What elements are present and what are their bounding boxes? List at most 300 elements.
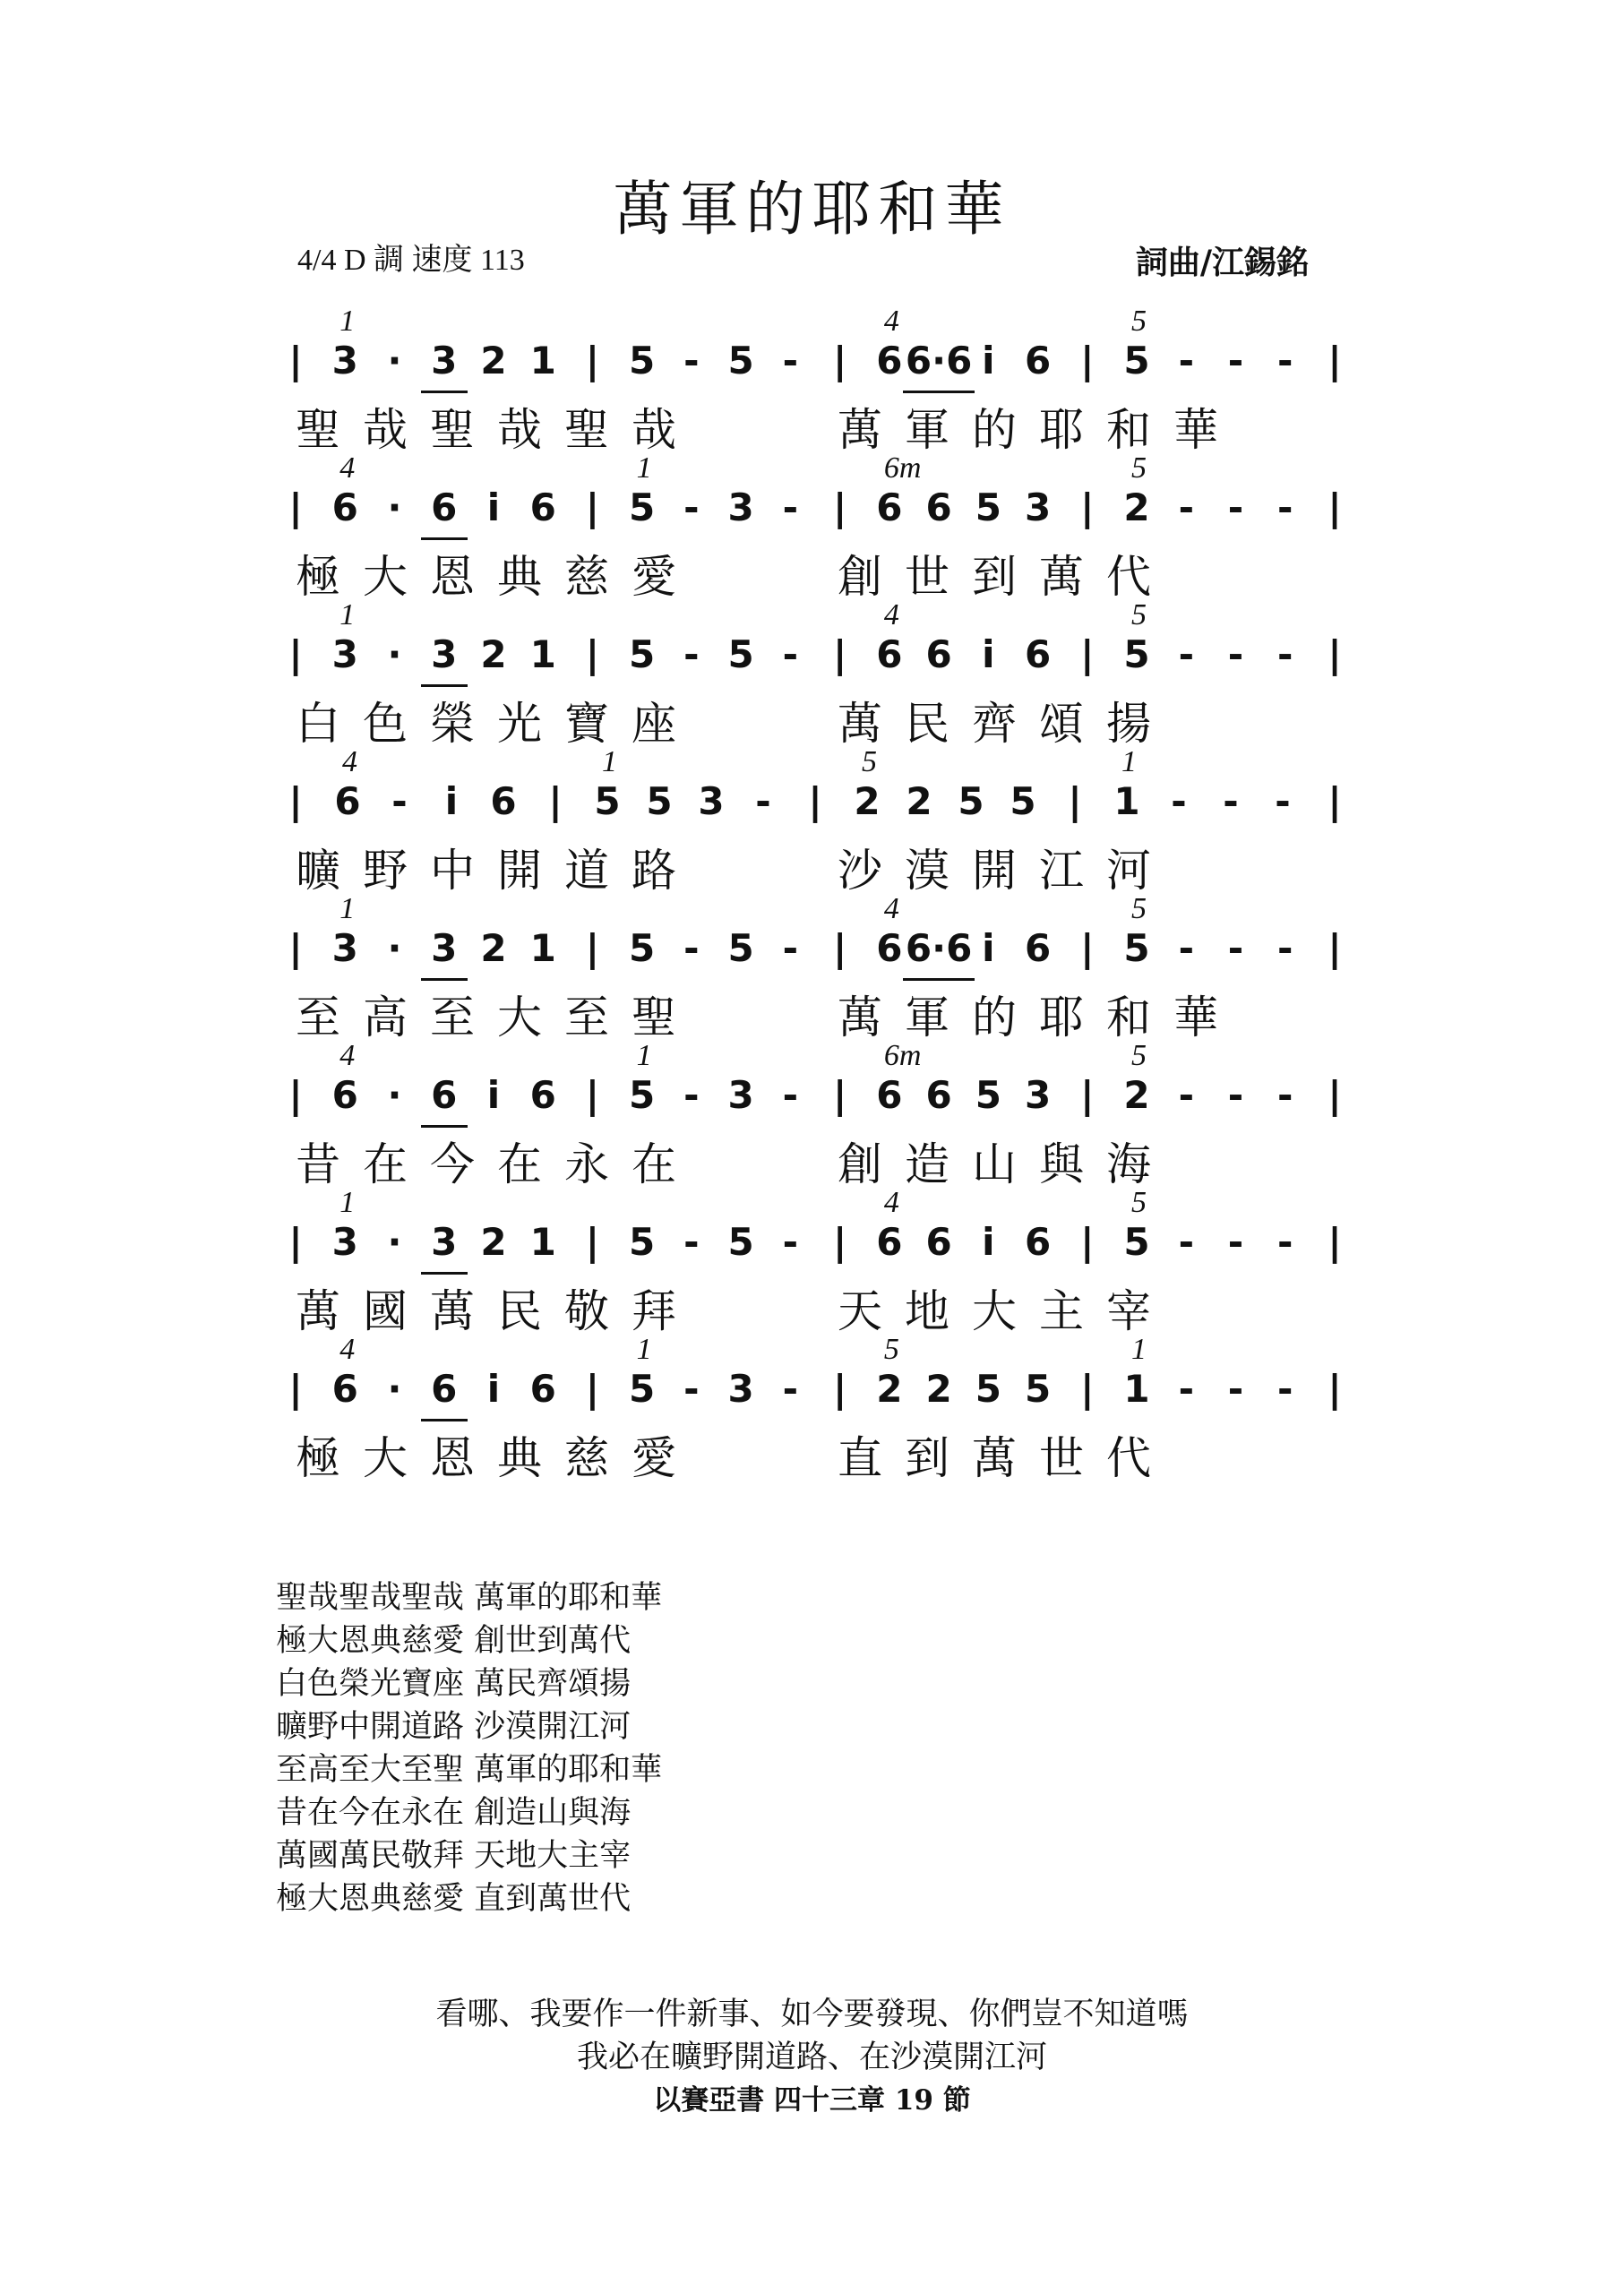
lyric-character: 中 (430, 845, 475, 897)
barline: | (832, 1073, 847, 1117)
lyric-character: 極 (296, 551, 340, 603)
chord-symbol: 1 (339, 598, 356, 631)
chord-row (287, 451, 1344, 487)
note: 5 (646, 779, 673, 823)
lyric-row (287, 1275, 1344, 1337)
note: · (387, 485, 402, 529)
chord-symbol: 4 (339, 1333, 356, 1366)
chord-row (287, 1186, 1344, 1222)
lyric-character: 在 (632, 1138, 676, 1190)
score-line (287, 451, 1344, 603)
chord-symbol: 1 (636, 1333, 652, 1366)
barline: | (585, 485, 600, 529)
dash: - (1171, 779, 1187, 823)
barline: | (585, 1073, 600, 1117)
lyric-character: 慈 (564, 551, 609, 603)
lyric-character: 愛 (632, 1432, 676, 1484)
dash: - (1178, 632, 1194, 676)
lyric-character: 昔 (296, 1138, 340, 1190)
chord-symbol: 5 (1131, 451, 1147, 485)
note: · (387, 926, 402, 970)
poem-line: 聖哉聖哉聖哉 萬軍的耶和華 (276, 1580, 663, 1616)
lyric-character: 山 (972, 1138, 1017, 1190)
note: i (486, 1073, 501, 1117)
dash: - (1275, 779, 1291, 823)
note: 1 (529, 339, 556, 382)
note: 2 (1123, 1073, 1150, 1117)
barline: | (585, 926, 600, 970)
poem-line: 曠野中開道路 沙漠開江河 (276, 1709, 632, 1745)
note: 5 (1123, 632, 1150, 676)
note-row (287, 1220, 1344, 1274)
dash: - (1227, 339, 1244, 382)
lyric-character: 聖 (564, 404, 609, 456)
note: 6 (925, 632, 952, 676)
dash: - (782, 926, 799, 970)
note: 3 (1024, 1073, 1052, 1117)
note: 2 (876, 1367, 903, 1411)
lyric-character: 代 (1106, 551, 1151, 603)
lyric-character: 與 (1039, 1138, 1084, 1190)
lyric-character: 軍 (905, 404, 949, 456)
lyric-row (287, 982, 1344, 1043)
note: 6 (1024, 339, 1052, 382)
note: 3 (698, 779, 725, 823)
lyric-character: 極 (296, 1432, 340, 1484)
note: 5 (727, 339, 754, 382)
lyric-row (287, 394, 1344, 456)
dash: - (1277, 339, 1293, 382)
lyric-character: 主 (1039, 1285, 1084, 1337)
lyric-character: 直 (838, 1432, 882, 1484)
dash: - (1277, 485, 1293, 529)
chord-symbol: 6m (883, 1039, 922, 1072)
dash: - (1178, 926, 1194, 970)
note: 3 (431, 1220, 458, 1264)
note: i (982, 632, 995, 676)
dash: - (683, 632, 700, 676)
note: 1 (529, 926, 556, 970)
barline: | (1080, 485, 1095, 529)
note: 6 (431, 1367, 458, 1411)
note: 5 (629, 1367, 656, 1411)
lyric-character: 高 (363, 992, 408, 1043)
lyric-row (287, 1422, 1344, 1484)
note: 5 (629, 485, 656, 529)
lyric-character: 民 (497, 1285, 542, 1337)
chord-symbol: 5 (1131, 1039, 1147, 1072)
lyric-character: 萬 (296, 1285, 340, 1337)
lyric-character: 到 (905, 1432, 949, 1484)
lyric-character: 代 (1106, 1432, 1151, 1484)
barline: | (1328, 1367, 1342, 1411)
note: i (444, 779, 459, 823)
lyric-character: 在 (497, 1138, 542, 1190)
note: 6 (1024, 632, 1052, 676)
lyric-character: 的 (972, 992, 1017, 1043)
chord-symbol: 1 (1131, 1333, 1147, 1366)
score-line (287, 745, 1344, 897)
lyric-character: 今 (430, 1138, 475, 1190)
dash: - (1277, 1220, 1293, 1264)
dash: - (683, 1220, 700, 1264)
barline: | (288, 485, 303, 529)
lyric-character: 大 (497, 992, 542, 1043)
chord-row (287, 892, 1344, 928)
lyric-character: 曠 (296, 845, 340, 897)
poem-line: 至高至大至聖 萬軍的耶和華 (276, 1752, 663, 1788)
note: 3 (727, 1073, 754, 1117)
chord-symbol: 4 (883, 892, 899, 925)
note: 6 (334, 779, 361, 823)
verse-line: 看哪、我要作一件新事、如今要發現、你們豈不知道嗎 (435, 1997, 1189, 2032)
note: 3 (727, 485, 754, 529)
lyric-character: 江 (1039, 845, 1084, 897)
chord-symbol: 1 (339, 892, 356, 925)
lyric-row (287, 835, 1344, 897)
lyric-character: 開 (972, 845, 1017, 897)
barline: | (1328, 485, 1342, 529)
barline: | (1080, 1367, 1095, 1411)
note: 3 (1024, 485, 1052, 529)
note: 5 (594, 779, 621, 823)
note: i (982, 339, 995, 382)
note: 6 (490, 779, 517, 823)
dash: - (1277, 1073, 1293, 1117)
lyric-character: 揚 (1106, 698, 1151, 750)
beam-underline (903, 391, 975, 393)
note: 3 (431, 926, 458, 970)
note: 1 (1113, 779, 1140, 823)
dash: - (1223, 779, 1239, 823)
chord-symbol: 4 (342, 745, 357, 778)
note-row (287, 339, 1344, 392)
barline: | (1328, 926, 1342, 970)
lyric-character: 造 (905, 1138, 949, 1190)
chord-row (287, 598, 1344, 634)
dash: - (782, 1367, 799, 1411)
note: 3 (331, 339, 358, 382)
dash: - (1178, 339, 1194, 382)
note: · (387, 632, 402, 676)
lyric-character: 創 (838, 551, 882, 603)
dash: - (1178, 485, 1194, 529)
note: · (387, 339, 402, 382)
note: 6 (431, 1073, 458, 1117)
lyric-character: 天 (838, 1285, 882, 1337)
note: 5 (975, 485, 1001, 529)
barline: | (585, 632, 600, 676)
beam-underline (421, 684, 468, 687)
note: 5 (1123, 926, 1150, 970)
barline: | (832, 632, 847, 676)
lyric-character: 世 (1039, 1432, 1084, 1484)
verse-reference: 以賽亞書 四十三章 19 節 (653, 2084, 971, 2117)
lyric-character: 地 (905, 1285, 949, 1337)
note: 3 (331, 632, 358, 676)
poem-line: 白色榮光寶座 萬民齊頌揚 (276, 1666, 632, 1702)
beam-underline (903, 978, 975, 981)
poem-line: 昔在今在永在 創造山與海 (276, 1795, 632, 1831)
lyric-character: 野 (363, 845, 408, 897)
dash: - (1227, 1220, 1244, 1264)
barline: | (288, 1367, 303, 1411)
dash: - (782, 339, 799, 382)
beam-underline (421, 537, 468, 540)
song-title: 萬軍的耶和華 (613, 175, 1011, 244)
note: 3 (431, 632, 458, 676)
beam-underline (421, 978, 468, 981)
note: 2 (1123, 485, 1150, 529)
barline: | (1328, 779, 1342, 823)
score-line (287, 598, 1344, 750)
lyric-character: 座 (632, 698, 676, 750)
lyric-character: 大 (972, 1285, 1017, 1337)
barline: | (832, 1220, 847, 1264)
note: · (387, 1367, 402, 1411)
note: 5 (629, 1073, 656, 1117)
lyric-character: 至 (430, 992, 475, 1043)
lyric-character: 哉 (632, 404, 676, 456)
chord-symbol: 4 (339, 451, 356, 485)
lyric-character: 萬 (838, 992, 882, 1043)
dash: - (1227, 926, 1244, 970)
verse-line: 我必在曠野開道路、在沙漠開江河 (576, 2040, 1047, 2075)
dash: - (683, 926, 700, 970)
note: 1 (529, 632, 556, 676)
lyric-character: 萬 (972, 1432, 1017, 1484)
lyric-character: 的 (972, 404, 1017, 456)
note: 2 (480, 339, 507, 382)
note: 6 (876, 632, 903, 676)
note: 5 (958, 779, 984, 823)
chord-row (287, 1333, 1344, 1369)
barline: | (1080, 926, 1095, 970)
note: i (982, 926, 995, 970)
poem-line: 萬國萬民敬拜 天地大主宰 (276, 1838, 632, 1874)
barline: | (832, 1367, 847, 1411)
dash: - (1178, 1367, 1194, 1411)
lyric-character: 創 (838, 1138, 882, 1190)
note: 3 (727, 1367, 754, 1411)
chord-symbol: 4 (883, 305, 899, 338)
lyric-character: 萬 (430, 1285, 475, 1337)
lyric-character: 沙 (838, 845, 882, 897)
lyric-character: 耶 (1039, 992, 1084, 1043)
lyric-character: 恩 (430, 1432, 475, 1484)
lyric-character: 永 (564, 1138, 609, 1190)
note: 5 (727, 632, 754, 676)
note: 6 (331, 1073, 358, 1117)
lyric-character: 萬 (1039, 551, 1084, 603)
dash: - (782, 632, 799, 676)
beam-underline (421, 391, 468, 393)
note: 3 (331, 1220, 358, 1264)
note-row (287, 926, 1344, 980)
lyric-row (287, 688, 1344, 750)
barline: | (832, 339, 847, 382)
barline: | (808, 779, 822, 823)
score-line (287, 892, 1344, 1043)
note: 2 (480, 632, 507, 676)
dash: - (1227, 1367, 1244, 1411)
dash: - (755, 779, 771, 823)
note: i (486, 485, 501, 529)
note: i (982, 1220, 995, 1264)
note: 5 (727, 1220, 754, 1264)
lyric-character: 路 (632, 845, 676, 897)
note: 3 (431, 339, 458, 382)
lyric-character: 光 (497, 698, 542, 750)
lyric-character: 到 (972, 551, 1017, 603)
lyric-character: 聖 (430, 404, 475, 456)
dash: - (782, 1220, 799, 1264)
note: 5 (975, 1073, 1001, 1117)
chord-row (287, 745, 1344, 781)
note: 6 (876, 485, 903, 529)
lyric-character: 華 (1173, 404, 1218, 456)
barline: | (288, 339, 303, 382)
chord-symbol: 4 (883, 1186, 899, 1219)
chord-symbol: 1 (339, 305, 356, 338)
barline: | (1080, 1220, 1095, 1264)
lyric-character: 在 (363, 1138, 408, 1190)
score-line (287, 1333, 1344, 1484)
lyric-character: 聖 (296, 404, 340, 456)
note: 3 (331, 926, 358, 970)
barline: | (585, 1367, 600, 1411)
note: 6 (1024, 1220, 1052, 1264)
dash: - (1178, 1073, 1194, 1117)
note: 6 (331, 485, 358, 529)
barline: | (1080, 339, 1095, 382)
key-tempo: 4/4 D 調 速度 113 (297, 244, 525, 277)
dash: - (782, 1073, 799, 1117)
lyric-row (287, 1129, 1344, 1190)
barline: | (832, 485, 847, 529)
note: 6·6 (905, 339, 973, 382)
lyric-character: 典 (497, 551, 542, 603)
lyric-character: 漠 (905, 845, 949, 897)
beam-underline (421, 1419, 468, 1421)
note: 6·6 (905, 926, 973, 970)
lyric-character: 聖 (632, 992, 676, 1043)
chord-symbol: 5 (1131, 892, 1147, 925)
score-line (287, 305, 1344, 456)
lyric-character: 寶 (564, 698, 609, 750)
note: 5 (1010, 779, 1036, 823)
barline: | (288, 1073, 303, 1117)
chord-symbol: 5 (862, 745, 877, 778)
chord-symbol: 4 (339, 1039, 356, 1072)
barline: | (585, 339, 600, 382)
note: 6 (529, 1073, 556, 1117)
note: 6 (876, 339, 903, 382)
barline: | (1328, 1073, 1342, 1117)
lyric-character: 和 (1106, 992, 1151, 1043)
note: 5 (629, 632, 656, 676)
lyric-character: 榮 (430, 698, 475, 750)
note: 2 (854, 779, 881, 823)
lyric-character: 華 (1173, 992, 1218, 1043)
dash: - (1227, 485, 1244, 529)
lyric-character: 大 (363, 1432, 408, 1484)
dash: - (683, 339, 700, 382)
lyric-character: 典 (497, 1432, 542, 1484)
dash: - (1277, 1367, 1293, 1411)
note: 1 (529, 1220, 556, 1264)
barline: | (288, 779, 303, 823)
lyric-character: 宰 (1106, 1285, 1151, 1337)
barline: | (1080, 632, 1095, 676)
score-line (287, 1039, 1344, 1190)
note: 5 (975, 1367, 1001, 1411)
chord-symbol: 4 (883, 598, 899, 631)
lyric-character: 海 (1106, 1138, 1151, 1190)
note: 5 (629, 339, 656, 382)
lyric-character: 萬 (838, 698, 882, 750)
lyric-character: 哉 (497, 404, 542, 456)
note: 5 (629, 926, 656, 970)
barline: | (548, 779, 563, 823)
lyric-character: 耶 (1039, 404, 1084, 456)
note: 5 (1123, 1220, 1150, 1264)
beam-underline (421, 1272, 468, 1275)
scripture-quote (0, 1993, 1624, 2122)
lyric-character: 愛 (632, 551, 676, 603)
note: 2 (906, 779, 932, 823)
dash: - (1227, 1073, 1244, 1117)
note: 6 (529, 485, 556, 529)
lyric-character: 開 (497, 845, 542, 897)
note: · (387, 1220, 402, 1264)
barline: | (288, 632, 303, 676)
note-row (287, 1367, 1344, 1421)
note: 6 (876, 926, 903, 970)
chord-symbol: 1 (339, 1186, 356, 1219)
chord-symbol: 6m (883, 451, 922, 485)
barline: | (832, 926, 847, 970)
lyric-character: 民 (905, 698, 949, 750)
lyrics-text-block (276, 1576, 662, 1920)
chord-symbol: 5 (1131, 305, 1147, 338)
note: 6 (529, 1367, 556, 1411)
chord-symbol: 5 (1131, 1186, 1147, 1219)
note: 5 (629, 1220, 656, 1264)
note: 2 (480, 926, 507, 970)
lyric-character: 恩 (430, 551, 475, 603)
barline: | (585, 1220, 600, 1264)
lyric-character: 白 (296, 698, 340, 750)
note: 6 (431, 485, 458, 529)
score-line (287, 1186, 1344, 1337)
note: 5 (1024, 1367, 1052, 1411)
dash: - (683, 1367, 700, 1411)
note-row (287, 779, 1344, 833)
note: 6 (925, 1220, 952, 1264)
lyric-character: 大 (363, 551, 408, 603)
poem-line: 極大恩典慈愛 創世到萬代 (276, 1623, 632, 1659)
lyric-character: 至 (296, 992, 340, 1043)
note: 6 (925, 1073, 952, 1117)
lyric-character: 和 (1106, 404, 1151, 456)
lyric-character: 萬 (838, 404, 882, 456)
chord-symbol: 1 (1121, 745, 1137, 778)
note-row (287, 632, 1344, 686)
note: · (387, 1073, 402, 1117)
note: 2 (925, 1367, 952, 1411)
poem-line: 極大恩典慈愛 直到萬世代 (276, 1881, 632, 1917)
